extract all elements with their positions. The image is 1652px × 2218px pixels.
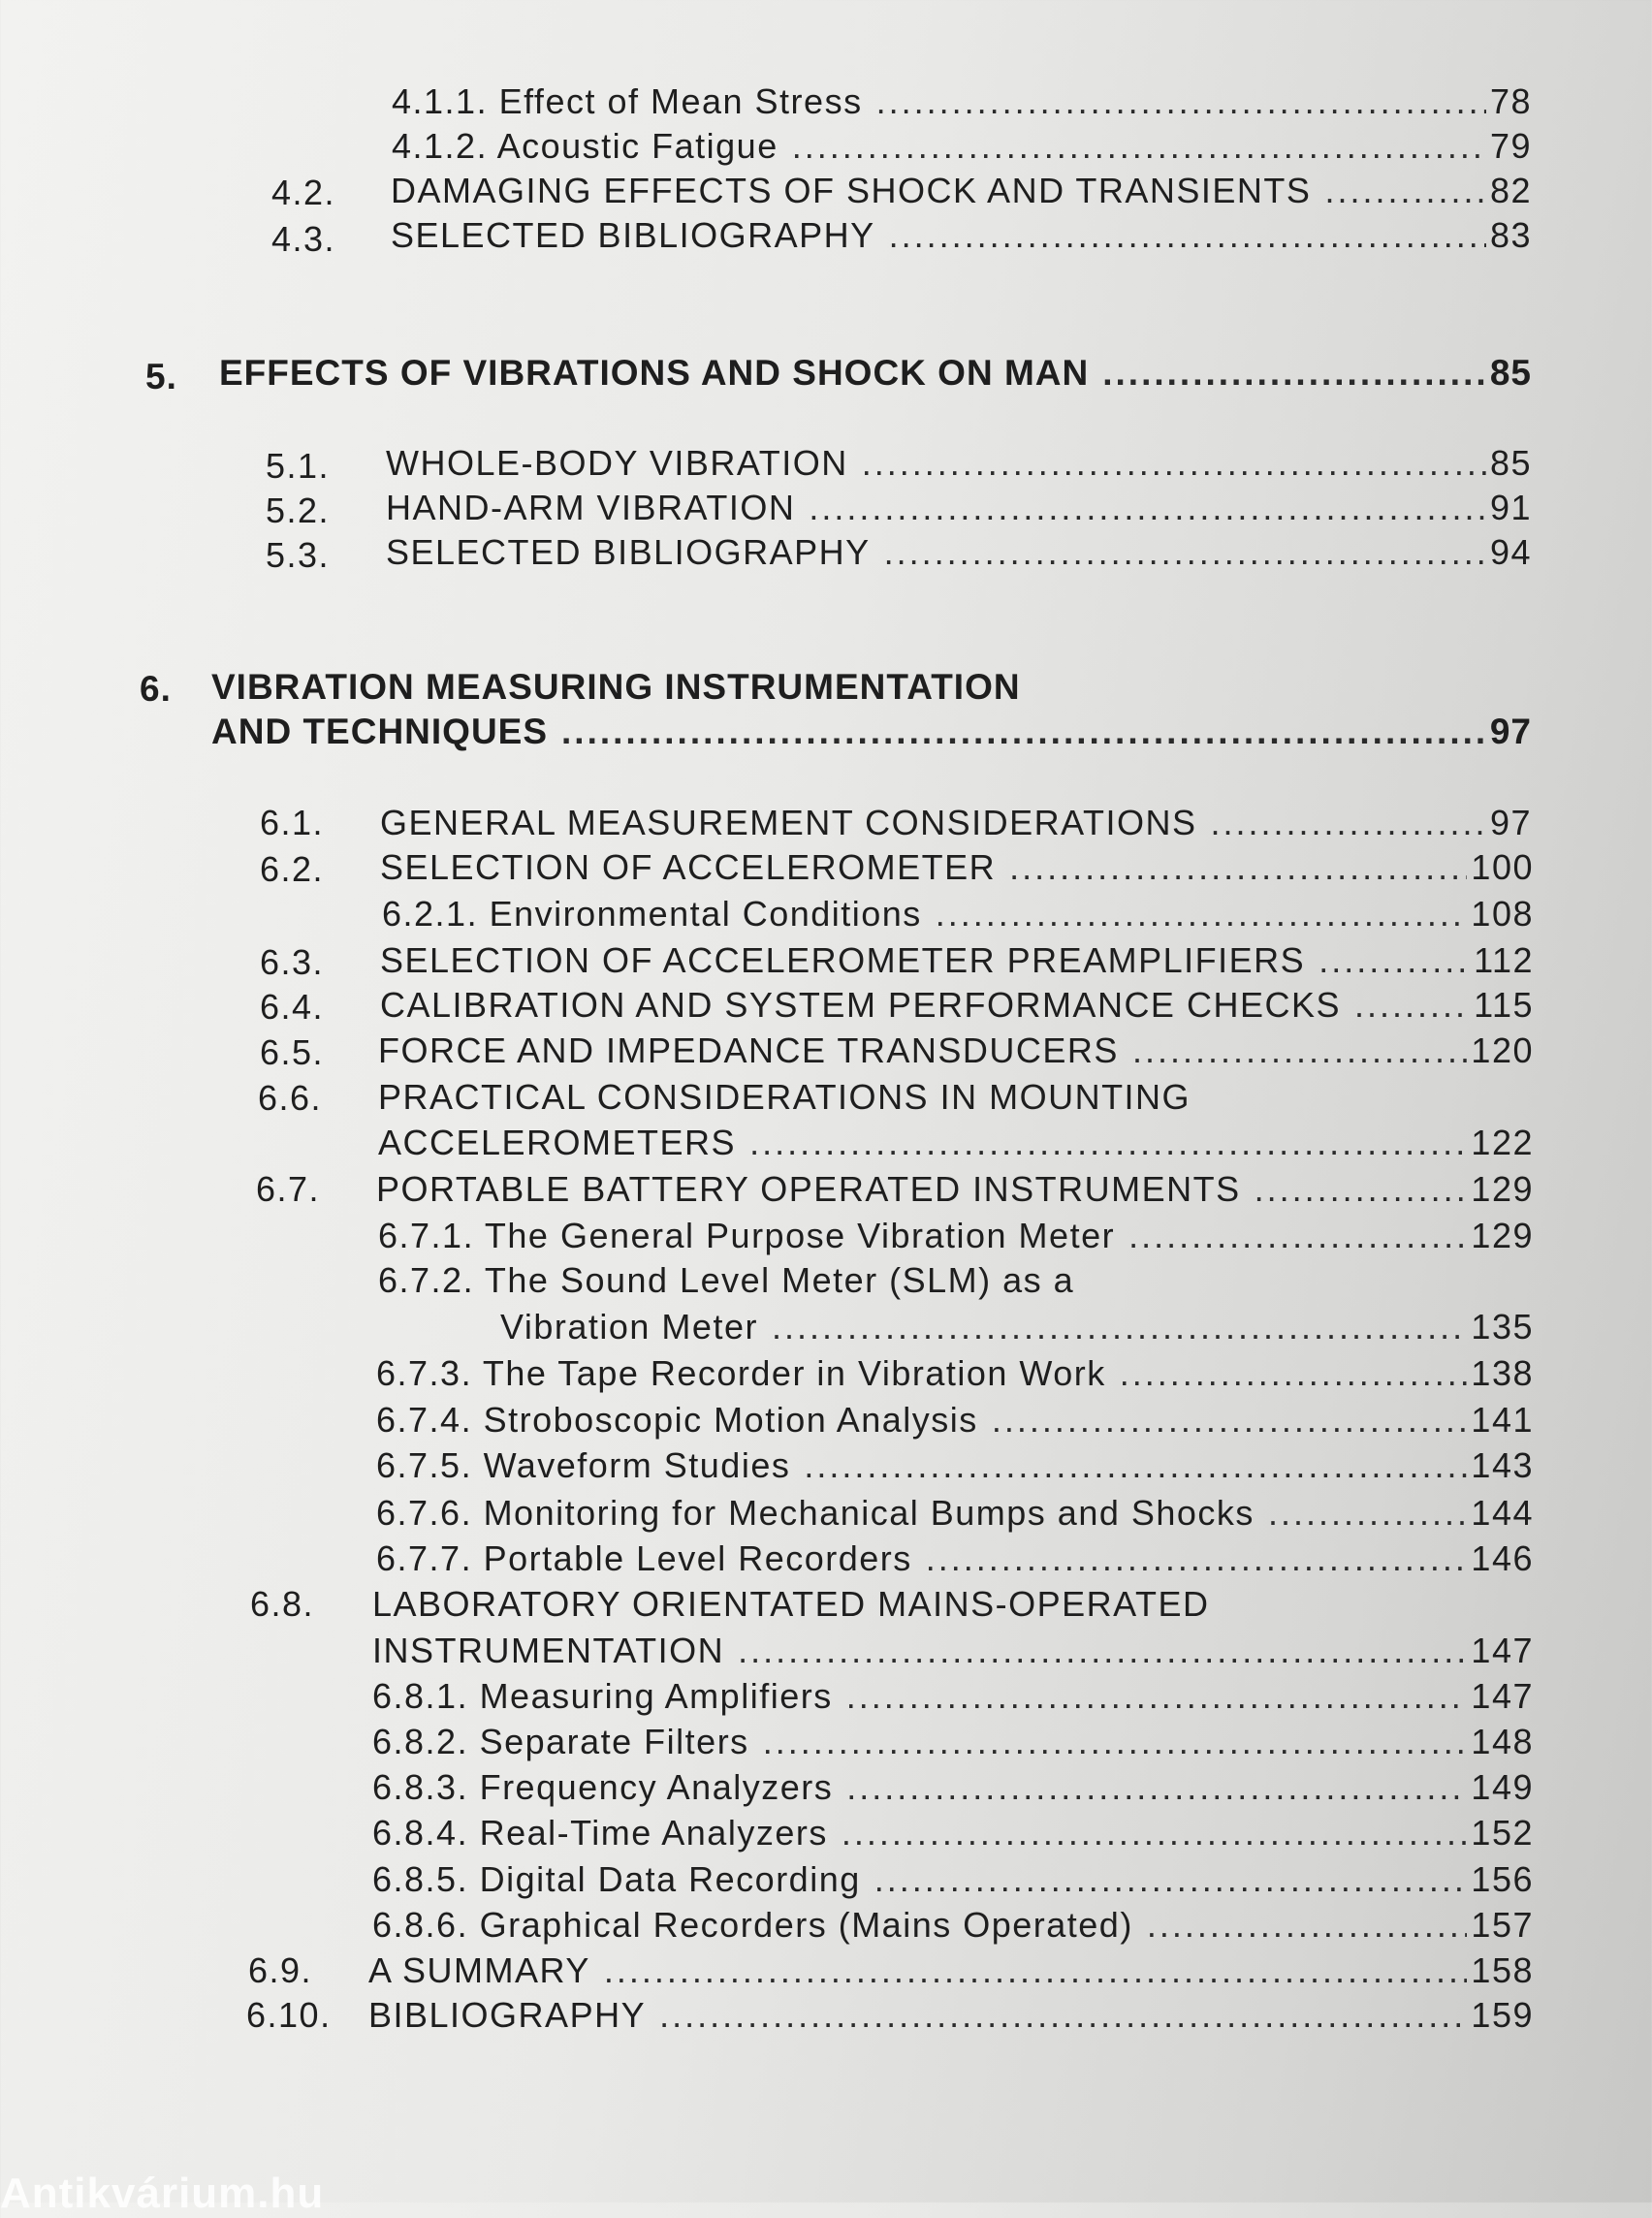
toc-entry: [378, 1121, 1534, 1165]
entry-title: FORCE AND IMPEDANCE TRANSDUCERS: [378, 1030, 1119, 1070]
entry-title: VIBRATION MEASURING INSTRUMENTATION: [211, 667, 1021, 707]
entry-page: 152: [1471, 1813, 1534, 1853]
toc-entry: [376, 1537, 1534, 1581]
dot-leader: [1255, 1167, 1468, 1212]
entry-title: WHOLE-BODY VIBRATION: [386, 443, 848, 483]
toc-entry: [372, 1811, 1534, 1855]
entry-number: 6.5.: [260, 1032, 325, 1072]
toc-entry: [386, 530, 1532, 575]
entry-page: 146: [1471, 1538, 1534, 1578]
dot-leader: [884, 530, 1486, 575]
toc-entry: [392, 124, 1532, 169]
dot-leader: [1009, 845, 1467, 890]
entry-title: SELECTED BIBLIOGRAPHY: [391, 215, 875, 255]
entry-page: 108: [1471, 894, 1534, 934]
toc-entry: [368, 1949, 1534, 1993]
dot-leader: [846, 1765, 1467, 1810]
dot-leader: [792, 124, 1486, 169]
entry-title: 6.8.2. Separate Filters: [372, 1722, 749, 1761]
entry-title: SELECTION OF ACCELEROMETER: [380, 847, 997, 887]
toc-entry: [380, 845, 1534, 890]
toc-entry: [378, 1258, 1534, 1303]
entry-page: 100: [1471, 847, 1534, 887]
entry-title: 6.8.4. Real-Time Analyzers: [372, 1813, 828, 1853]
entry-title: 6.7.2. The Sound Level Meter (SLM) as a: [378, 1260, 1075, 1300]
dot-leader: [772, 1305, 1467, 1349]
entry-title: 6.7.3. The Tape Recorder in Vibration Work: [376, 1353, 1106, 1393]
toc-entry: [380, 983, 1534, 1028]
entry-number: 6.8.: [250, 1584, 315, 1624]
dot-leader: [862, 441, 1486, 486]
entry-page: 97: [1489, 712, 1532, 751]
entry-title: SELECTED BIBLIOGRAPHY: [386, 532, 871, 572]
entry-number: 6.1.: [260, 803, 325, 842]
entry-title: Vibration Meter: [500, 1307, 758, 1347]
toc-entry: [376, 1398, 1534, 1442]
entry-number: 6.10.: [246, 1995, 332, 2035]
chapter-heading: [211, 710, 1532, 754]
dot-leader: [1120, 1351, 1468, 1396]
dot-leader: [876, 79, 1486, 124]
entry-page: 97: [1489, 803, 1532, 842]
entry-title: ACCELEROMETERS: [378, 1123, 737, 1162]
entry-page: 158: [1471, 1950, 1534, 1990]
entry-title: 6.8.3. Frequency Analyzers: [372, 1767, 834, 1807]
entry-title: AND TECHNIQUES: [211, 712, 549, 751]
toc-entry: [372, 1582, 1534, 1627]
dot-leader: [1324, 169, 1486, 213]
entry-page: 147: [1471, 1631, 1534, 1670]
dot-leader: [926, 1537, 1468, 1581]
entry-page: 115: [1474, 985, 1534, 1025]
entry-title: 6.7.6. Monitoring for Mechanical Bumps and Shocks: [376, 1493, 1255, 1533]
toc-entry: [391, 213, 1532, 258]
entry-page: 94: [1489, 532, 1532, 572]
chapter-number: 6.: [140, 669, 172, 709]
entry-page: 129: [1471, 1169, 1534, 1209]
entry-page: 91: [1489, 488, 1532, 527]
dot-leader: [1354, 983, 1470, 1028]
entry-title: SELECTION OF ACCELEROMETER PREAMPLIFIERS: [380, 940, 1306, 980]
entry-title: 6.8.5. Digital Data Recording: [372, 1859, 861, 1899]
toc-entry: [372, 1674, 1534, 1719]
watermark: Antikvárium.hu: [0, 2170, 325, 2217]
entry-title: DAMAGING EFFECTS OF SHOCK AND TRANSIENTS: [391, 171, 1312, 210]
dot-leader: [1210, 801, 1485, 845]
toc-entry: [382, 892, 1534, 936]
toc-entry: [378, 1029, 1534, 1073]
toc-entry: [386, 486, 1532, 530]
entry-title: 6.8.6. Graphical Recorders (Mains Operated): [372, 1905, 1133, 1945]
entry-title: 6.8.1. Measuring Amplifiers: [372, 1676, 833, 1716]
entry-page: 85: [1489, 443, 1532, 483]
toc-entry: [376, 1167, 1534, 1212]
entry-title: BIBLIOGRAPHY: [368, 1995, 647, 2035]
entry-page: 156: [1471, 1859, 1534, 1899]
entry-page: 138: [1471, 1353, 1534, 1393]
toc-entry: [372, 1903, 1534, 1948]
entry-page: 120: [1471, 1030, 1534, 1070]
toc-entry: [372, 1765, 1534, 1810]
toc-entry: [372, 1857, 1534, 1902]
entry-title: 4.1.1. Effect of Mean Stress: [392, 81, 863, 121]
entry-page: 129: [1471, 1216, 1534, 1255]
entry-page: 141: [1471, 1400, 1534, 1440]
entry-title: 6.2.1. Environmental Conditions: [382, 894, 922, 934]
entry-title: 4.1.2. Acoustic Fatigue: [392, 126, 778, 166]
toc-entry: [376, 1351, 1534, 1396]
entry-number: 6.3.: [260, 942, 325, 982]
entry-page: 148: [1471, 1722, 1534, 1761]
toc-entry: [372, 1720, 1534, 1764]
toc-entry: [386, 441, 1532, 486]
dot-leader: [936, 892, 1468, 936]
toc-entry: [378, 1214, 1534, 1258]
entry-title: GENERAL MEASUREMENT CONSIDERATIONS: [380, 803, 1197, 842]
entry-page: 135: [1471, 1307, 1534, 1347]
entry-page: 122: [1471, 1123, 1534, 1162]
entry-number: 4.3.: [271, 219, 336, 259]
entry-number: 5.1.: [266, 446, 331, 486]
entry-title: HAND-ARM VIBRATION: [386, 488, 796, 527]
dot-leader: [874, 1857, 1468, 1902]
entry-number: 4.2.: [271, 173, 336, 212]
dot-leader: [763, 1720, 1468, 1764]
toc-entry: [372, 1629, 1534, 1673]
chapter-heading: [219, 351, 1532, 396]
entry-title: 6.7.4. Stroboscopic Motion Analysis: [376, 1400, 978, 1440]
entry-title: A SUMMARY: [368, 1950, 590, 1990]
entry-title: INSTRUMENTATION: [372, 1631, 725, 1670]
entry-title: LABORATORY ORIENTATED MAINS-OPERATED: [372, 1584, 1210, 1624]
entry-page: 147: [1471, 1676, 1534, 1716]
dot-leader: [1132, 1029, 1467, 1073]
dot-leader: [1147, 1903, 1468, 1948]
dot-leader: [749, 1121, 1467, 1165]
entry-page: 159: [1471, 1995, 1534, 2035]
entry-title: 6.7.1. The General Purpose Vibration Meter: [378, 1216, 1116, 1255]
dot-leader: [604, 1949, 1468, 1993]
dot-leader: [804, 1443, 1467, 1488]
toc-entry: [376, 1491, 1534, 1536]
entry-title: CALIBRATION AND SYSTEM PERFORMANCE CHECKS: [380, 985, 1341, 1025]
dot-leader: [992, 1398, 1468, 1442]
dot-leader: [659, 1993, 1467, 2038]
dot-leader: [1102, 351, 1486, 396]
toc-entry: [391, 169, 1532, 213]
entry-number: 5.3.: [266, 535, 331, 575]
entry-page: 79: [1489, 126, 1532, 166]
entry-title: PORTABLE BATTERY OPERATED INSTRUMENTS: [376, 1169, 1241, 1209]
entry-page: 85: [1489, 353, 1532, 393]
entry-number: 5.2.: [266, 491, 331, 530]
dot-leader: [561, 710, 1486, 754]
toc-entry: [500, 1305, 1534, 1349]
entry-page: 112: [1474, 940, 1534, 980]
entry-number: 6.9.: [248, 1950, 313, 1990]
dot-leader: [1318, 938, 1470, 983]
entry-page: 157: [1471, 1905, 1534, 1945]
entry-title: EFFECTS OF VIBRATIONS AND SHOCK ON MAN: [219, 353, 1090, 393]
toc-entry: [368, 1993, 1534, 2038]
chapter-number: 5.: [145, 357, 177, 396]
toc-entry: [380, 938, 1534, 983]
entry-page: 149: [1471, 1767, 1534, 1807]
entry-number: 6.2.: [260, 849, 325, 889]
toc-entry: [378, 1075, 1534, 1120]
entry-page: 82: [1489, 171, 1532, 210]
chapter-heading: [211, 665, 1532, 710]
toc-entry: [392, 79, 1532, 124]
entry-page: 83: [1489, 215, 1532, 255]
dot-leader: [889, 213, 1486, 258]
entry-title: 6.7.5. Waveform Studies: [376, 1445, 791, 1485]
dot-leader: [1268, 1491, 1467, 1536]
toc-entry: [380, 801, 1532, 845]
toc-entry: [376, 1443, 1534, 1488]
dot-leader: [809, 486, 1486, 530]
entry-page: 143: [1471, 1445, 1534, 1485]
entry-page: 144: [1471, 1493, 1534, 1533]
entry-title: PRACTICAL CONSIDERATIONS IN MOUNTING: [378, 1077, 1191, 1117]
entry-page: 78: [1489, 81, 1532, 121]
entry-title: 6.7.7. Portable Level Recorders: [376, 1538, 912, 1578]
dot-leader: [842, 1811, 1468, 1855]
dot-leader: [738, 1629, 1467, 1673]
dot-leader: [1128, 1214, 1467, 1258]
entry-number: 6.4.: [260, 987, 325, 1027]
dot-leader: [846, 1674, 1468, 1719]
entry-number: 6.6.: [258, 1078, 323, 1118]
entry-number: 6.7.: [256, 1169, 321, 1209]
